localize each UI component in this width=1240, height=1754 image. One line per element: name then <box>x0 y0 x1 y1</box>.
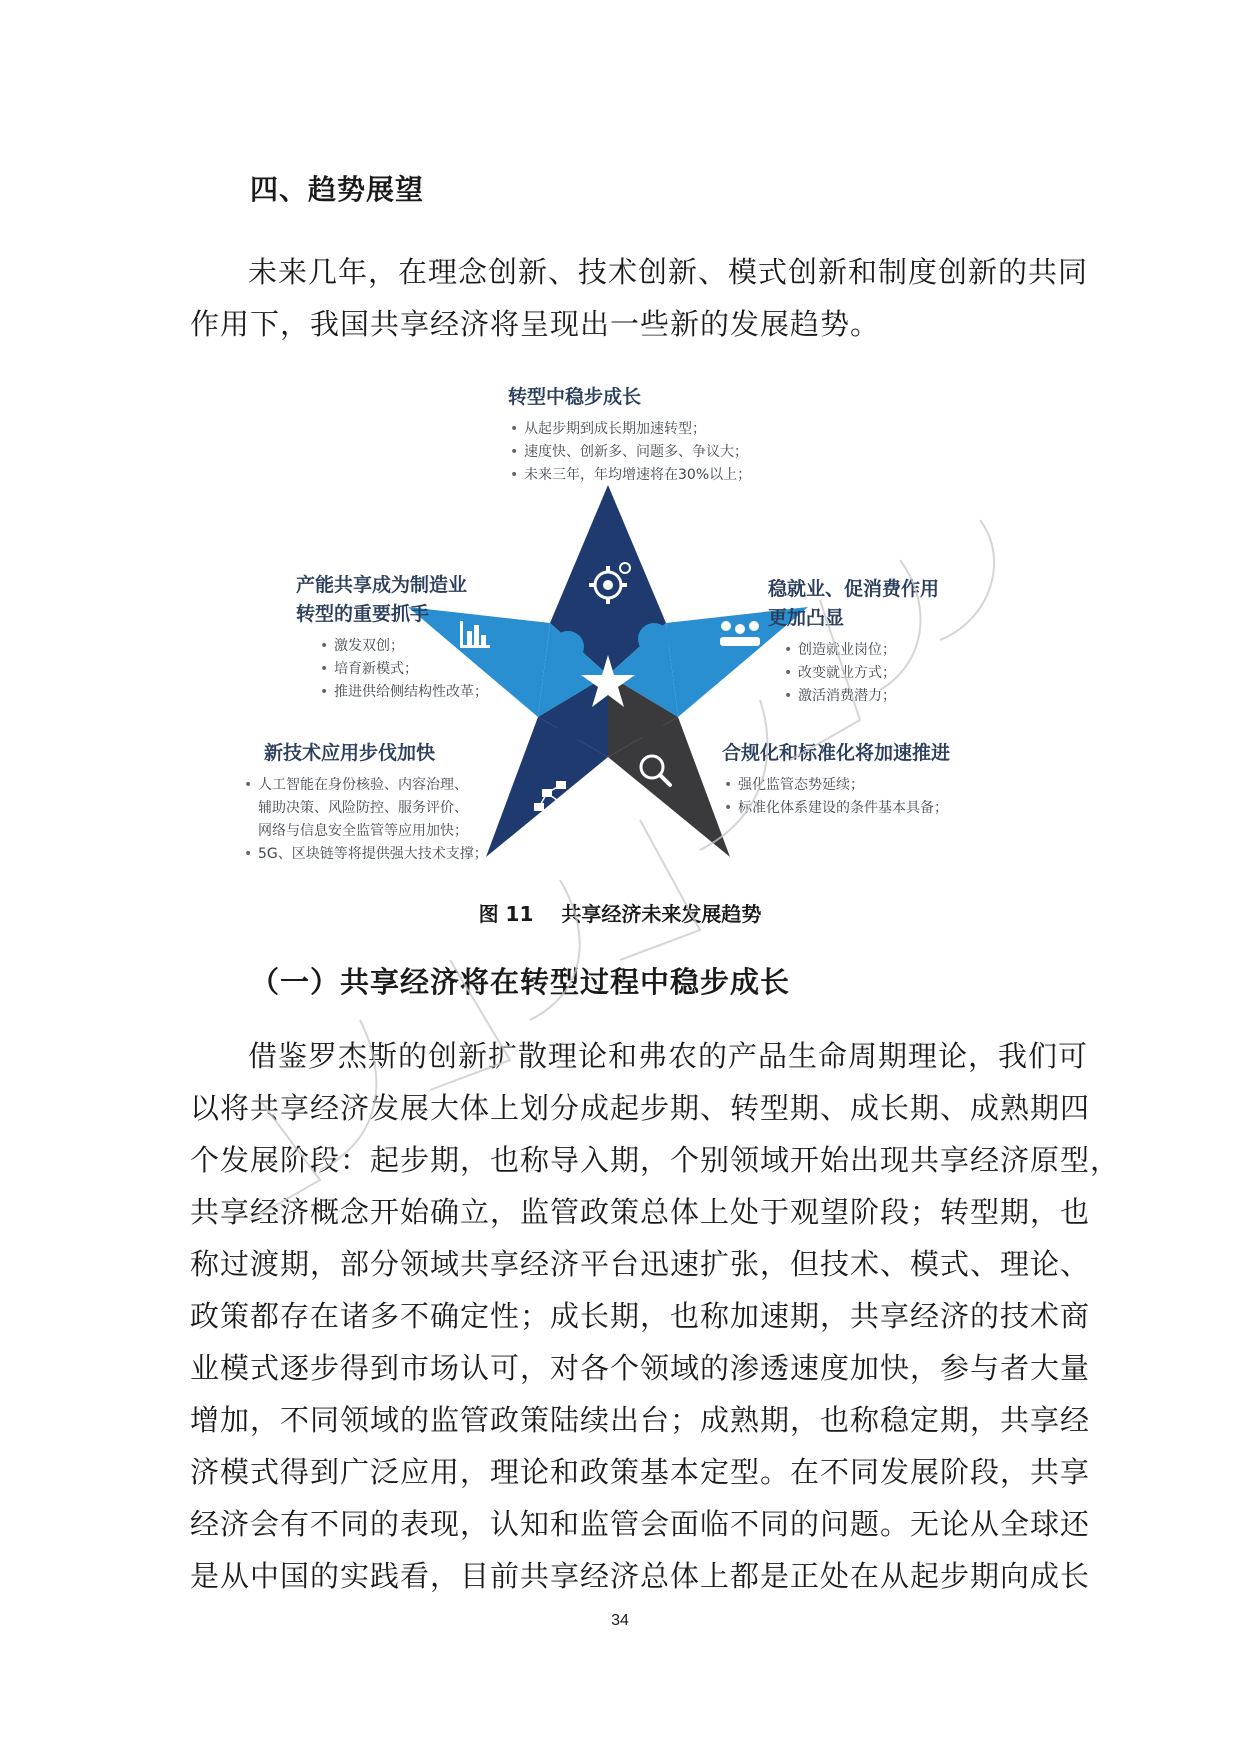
body-line: 称过渡期，部分领域共享经济平台迅速扩张，但技术、模式、理论、 <box>190 1247 1091 1281</box>
body-line: 共享经济概念开始确立，监管政策总体上处于观望阶段；转型期，也 <box>190 1195 1091 1229</box>
body-line: 经济会有不同的表现，认知和监管会面临不同的问题。无论从全球还 <box>190 1507 1091 1541</box>
bullet-item: • 强化监管态势延续； <box>722 774 950 797</box>
bullet-item: 网络与信息安全监管等应用加快； <box>258 823 468 839</box>
bullet-item: • 激发双创； <box>318 635 488 658</box>
trend-figure <box>250 385 1010 875</box>
bullet-item: • 未来三年，年均增速将在30%以上； <box>508 464 751 487</box>
body-paragraph <box>190 1030 1121 1602</box>
body-line: 借鉴罗杰斯的创新扩散理论和弗农的产品生命周期理论，我们可 <box>248 1039 1089 1073</box>
bullet-item: • 标准化体系建设的条件基本具备； <box>722 797 950 820</box>
figure-caption <box>0 898 1240 927</box>
puzzle-knob <box>557 710 587 740</box>
body-line: 济模式得到广泛应用，理论和政策基本定型。在不同发展阶段，共享 <box>190 1455 1091 1489</box>
trend-right-block <box>768 575 939 708</box>
body-line: 是从中国的实践看，目前共享经济总体上都是正处在从起步期向成长 <box>190 1559 1091 1593</box>
body-line: 个发展阶段：起步期，也称导入期，个别领域开始出现共享经济原型， <box>190 1143 1121 1177</box>
intro-line: 未来几年，在理念创新、技术创新、模式创新和制度创新的共同 <box>248 255 1089 289</box>
body-line: 以将共享经济发展大体上划分成起步期、转型期、成长期、成熟期四 <box>190 1091 1091 1125</box>
section-title: 四、趋势展望 <box>250 173 425 206</box>
caption-number: 图 11 <box>478 902 534 926</box>
bullet-item: • 创造就业岗位； <box>782 639 939 662</box>
puzzle-knob <box>638 623 670 655</box>
trend-top-title: 转型中稳步成长 <box>508 386 642 408</box>
trend-left-title: 转型的重要抓手 <box>296 603 430 625</box>
bullet-item: • 推进供给侧结构性改革； <box>318 681 488 704</box>
trend-bottom-left-block <box>242 739 488 866</box>
intro-paragraph <box>190 246 1089 350</box>
trend-left-block <box>296 571 488 704</box>
trend-top-block <box>508 383 751 487</box>
trend-bottom-right-title: 合规化和标准化将加速推进 <box>722 742 951 764</box>
subsection-title: （一）共享经济将在转型过程中稳步成长 <box>250 965 791 999</box>
bullet-item: • 5G、区块链等将提供强大技术支撑； <box>242 843 488 866</box>
puzzle-knob <box>552 631 584 663</box>
bullet-item: • 改变就业方式； <box>782 662 939 685</box>
puzzle-knob <box>633 708 663 738</box>
body-line: 增加，不同领域的监管政策陆续出台；成熟期，也称稳定期，共享经 <box>190 1403 1091 1437</box>
trend-right-title: 稳就业、促消费作用 <box>768 578 940 600</box>
intro-line: 作用下，我国共享经济将呈现出一些新的发展趋势。 <box>190 307 881 341</box>
bullet-item: • 速度快、创新多、问题多、争议大； <box>508 441 751 464</box>
bullet-item: 辅助决策、风险防控、服务评价、 <box>258 800 468 816</box>
trend-bottom-right-block <box>722 739 950 820</box>
body-line: 业模式逐步得到市场认可，对各个领域的渗透速度加快，参与者大量 <box>190 1351 1091 1385</box>
bullet-item: • 激活消费潜力； <box>782 685 939 708</box>
trend-bottom-left-title: 新技术应用步伐加快 <box>264 742 436 764</box>
caption-text: 共享经济未来发展趋势 <box>561 902 762 926</box>
page-number: 34 <box>611 1612 629 1629</box>
trend-left-title: 产能共享成为制造业 <box>296 574 468 596</box>
trend-right-title: 更加凸显 <box>768 607 845 629</box>
bullet-item: • 从起步期到成长期加速转型； <box>508 418 751 441</box>
bullet-item: • 培育新模式； <box>318 658 488 681</box>
body-line: 政策都存在诸多不确定性；成长期，也称加速期，共享经济的技术商 <box>190 1299 1091 1333</box>
bullet-item: • 人工智能在身份核验、内容治理、 <box>242 774 488 797</box>
